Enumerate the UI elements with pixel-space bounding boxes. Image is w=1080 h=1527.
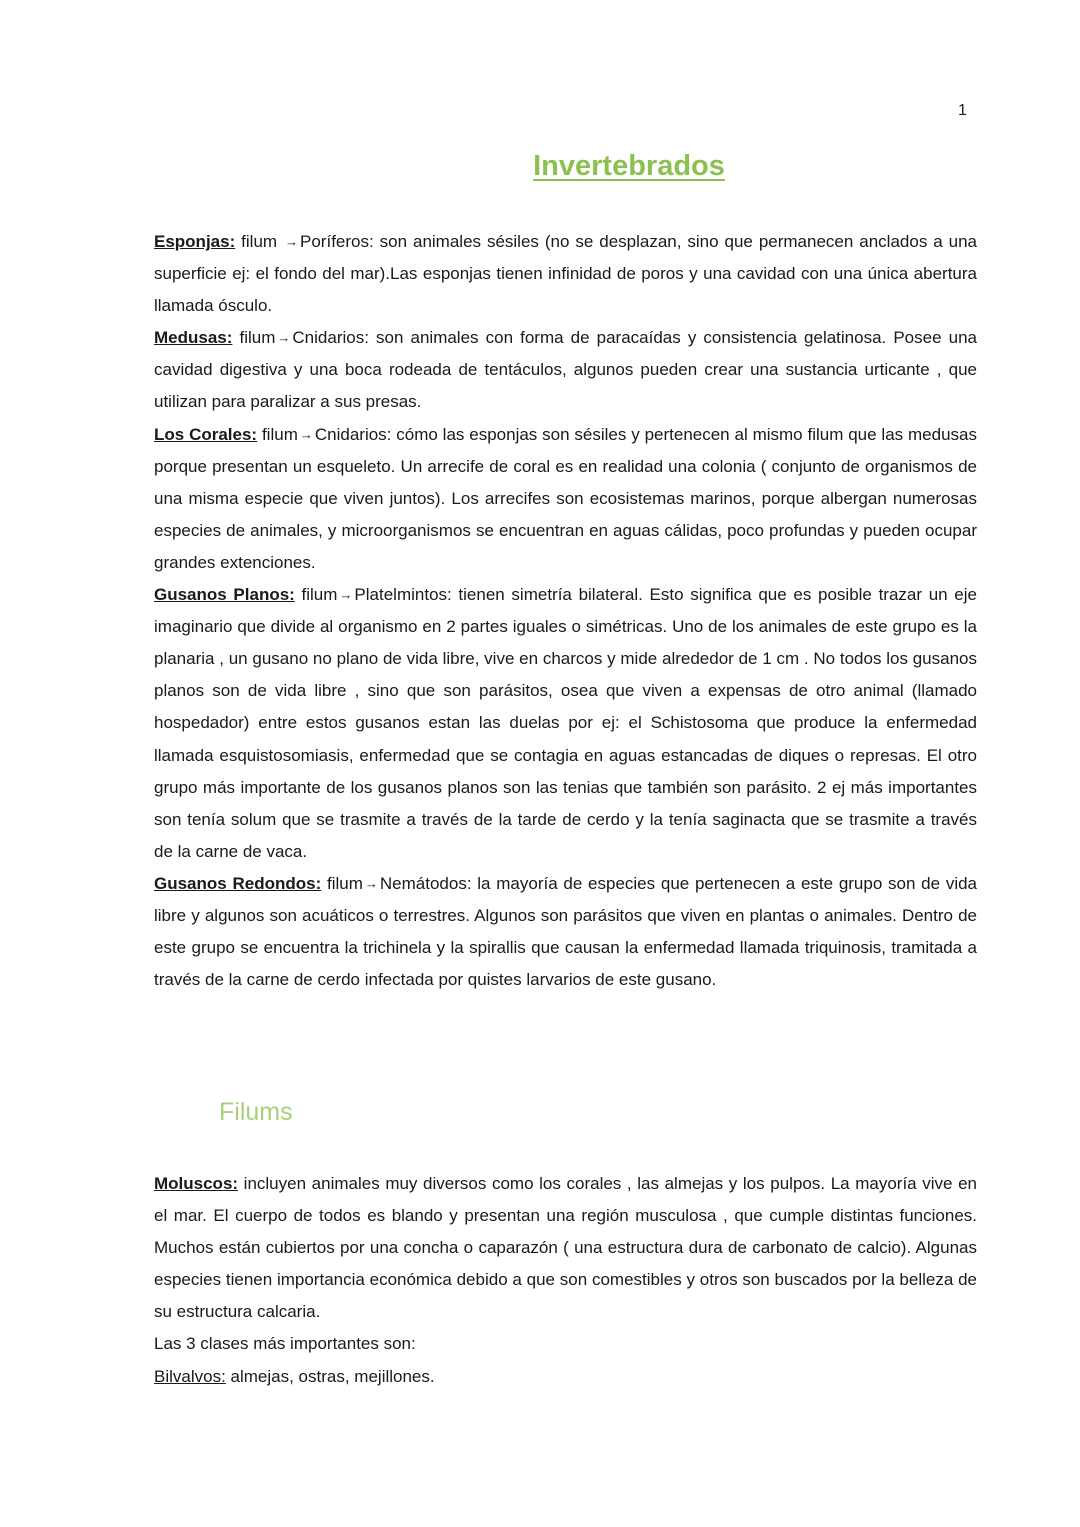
paragraph-moluscos: [154, 1168, 977, 1328]
paragraph-body: Nemátodos: la mayoría de especies que pertenecen a este grupo son de vida libre y algunos son acuáticos o terrestres. Algunos son parásitos que viven en plantas o animales. Dentro de este grupo se encuentra la trichinela y la spirallis que causan la enfermedad llamada triquinosis, tramitada a través de la carne de cerdo infectada por quistes larvarios de este gusano.: [154, 873, 978, 990]
term-moluscos: Moluscos:: [154, 1174, 239, 1193]
paragraph-body: Platelmintos: tienen simetría bilateral. Esto significa que es posible trazar un eje imaginario que divide al organismo en 2 partes iguales o simétricas. Uno de los animales de este grupo es la planaria , un gusano no plano de vida libre, vive en charcos y mide alrededor de 1 cm . No todos los gusanos planos son de vida libre , sino que son parásitos, osea que viven a expensas de otro animal (llamado hospedador) entre estos gusanos estan las duelas por ej: el Schistosoma que produce la enfermedad llamada esquistosomiasis, enfermedad que se contagia en aguas estancadas de diques o represas. El otro grupo más importante de los gusanos planos son las tenias que también son parásito. 2 ej más importantes son tenía solum que se trasmite a través de la tarde de cerdo y la tenía saginacta que se trasmite a través de la carne de vaca.: [154, 585, 977, 861]
paragraph-gusanos-redondos: [154, 868, 977, 996]
paragraph-body: almejas, ostras, mejillones.: [225, 1366, 435, 1386]
arrow-icon: →: [299, 426, 313, 442]
section-subtitle: Filums: [219, 1098, 293, 1126]
phylum-prefix: filum: [235, 232, 284, 251]
term-bivalvos: Bilvalvos:: [154, 1366, 226, 1386]
paragraph-gusanos-planos: [154, 579, 977, 868]
paragraph-bivalvos: [154, 1361, 977, 1393]
term-corales: Los Corales:: [154, 424, 258, 444]
document-title: Invertebrados: [533, 150, 725, 182]
term-medusas: Medusas:: [154, 328, 233, 348]
term-esponjas: Esponjas:: [154, 232, 236, 251]
filums-section: [154, 1168, 977, 1393]
paragraph-body: incluyen animales muy diversos como los corales , las almejas y los pulpos. La mayoría vive en el mar. El cuerpo de todos es blando y presentan una región musculosa , que cumple distintas funciones. Muchos están cubiertos por una concha o caparazón ( una estructura dura de carbonato de calcio). Algunas especies tienen importancia económica debido a que son comestibles y otros son buscados por la belleza de su estructura calcaria.: [154, 1174, 977, 1322]
paragraph-body: Cnidarios: son animales con forma de paracaídas y consistencia gelatinosa. Posee una cavidad digestiva y una boca rodeada de tentáculos, algunos pueden crear una sustancia urticante , que utilizan para paralizar a sus presas.: [154, 328, 977, 412]
page-number: 1: [958, 102, 967, 119]
arrow-icon: →: [277, 330, 291, 346]
term-gusanos-redondos: Gusanos Redondos:: [154, 873, 322, 893]
paragraph-medusas: [154, 322, 977, 418]
classes-intro: Las 3 clases más importantes son:: [154, 1334, 416, 1354]
invertebrates-section: [154, 226, 977, 996]
paragraph-body: Cnidarios: cómo las esponjas son sésiles y pertenecen al mismo filum que las medusas porque presentan un esqueleto. Un arrecife de coral es en realidad una colonia ( conjunto de organismos de una misma especie que viven juntos). Los arrecifes son ecosistemas marinos, porque albergan numerosas especies de animales, y microorganismos se encuentran en aguas cálidas, poco profundas y pueden ocupar grandes extenciones.: [154, 424, 977, 572]
arrow-icon: →: [285, 234, 299, 249]
term-gusanos-planos: Gusanos Planos:: [154, 585, 295, 605]
paragraph-body: Poríferos: son animales sésiles (no se desplazan, sino que permanecen anclados a una superficie ej: el fondo del mar).Las esponjas tienen infinidad de poros y una cavidad con una única abertura llamada ósculo.: [154, 232, 977, 316]
phylum-prefix: filum: [294, 585, 338, 605]
arrow-icon: →: [339, 587, 353, 603]
phylum-prefix: filum: [257, 424, 298, 444]
phylum-prefix: filum: [321, 873, 363, 893]
paragraph-esponjas: [154, 226, 977, 322]
paragraph-corales: [154, 419, 977, 579]
phylum-prefix: filum: [232, 328, 276, 348]
arrow-icon: →: [364, 875, 378, 891]
